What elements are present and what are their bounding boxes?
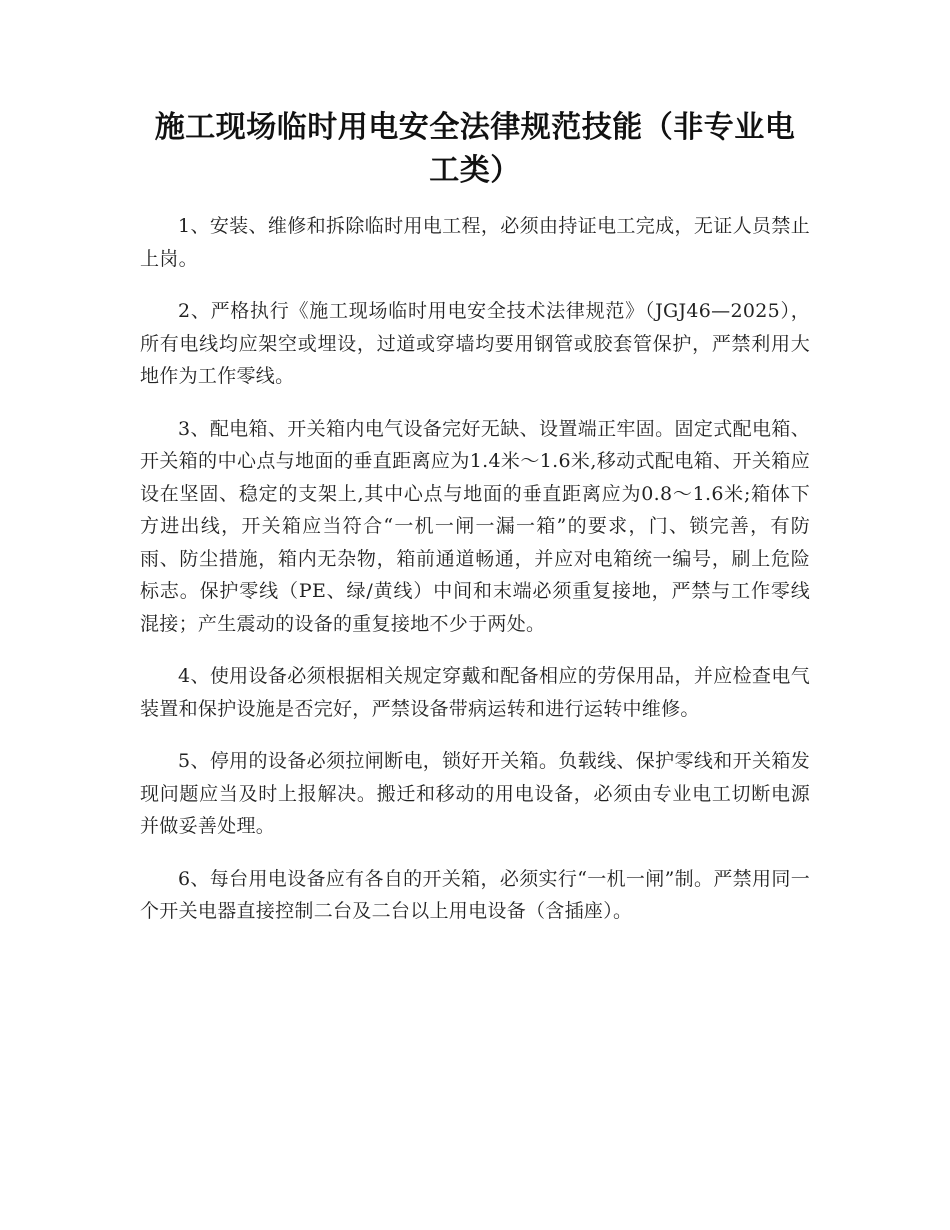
paragraph-5: 5、停用的设备必须拉闸断电，锁好开关箱。负载线、保护零线和开关箱发现问题应当及时上报解决。搬迁和移动的用电设备，必须由专业电工切断电源并做妥善处理。	[140, 750, 810, 837]
paragraph-3: 3、配电箱、开关箱内电气设备完好无缺、设置端正牢固。固定式配电箱、开关箱的中心点与地面的垂直距离应为1.4米～1.6米,移动式配电箱、开关箱应设在坚固、稳定的支架上,其中心点与地面的垂直距离应为0.8～1.6米;箱体下方进出线，开关箱应当符合“一机一闸一漏一箱”的要求，门、锁完善，有防雨、防尘措施，箱内无杂物，箱前通道畅通，并应对电箱统一编号，刷上危险标志。保护零线（PE、绿/黄线）中间和末端必须重复接地，严禁与工作零线混接；产生震动的设备的重复接地不少于两处。	[140, 417, 810, 635]
paragraph-2: 2、严格执行《施工现场临时用电安全技术法律规范》（JGJ46—2025），所有电线均应架空或埋设，过道或穿墙均要用钢管或胶套管保护，严禁利用大地作为工作零线。	[140, 300, 810, 387]
paragraph-6: 6、每台用电设备应有各自的开关箱，必须实行“一机一闸”制。严禁用同一个开关电器直接控制二台及二台以上用电设备（含插座）。	[140, 867, 810, 922]
document-title: 施工现场临时用电安全法律规范技能（非专业电工类）	[154, 110, 796, 188]
paragraph-4: 4、使用设备必须根据相关规定穿戴和配备相应的劳保用品，并应检查电气装置和保护设施是否完好，严禁设备带病运转和进行运转中维修。	[140, 665, 810, 720]
paragraph-1: 1、安装、维修和拆除临时用电工程，必须由持证电工完成，无证人员禁止上岗。	[140, 215, 810, 270]
